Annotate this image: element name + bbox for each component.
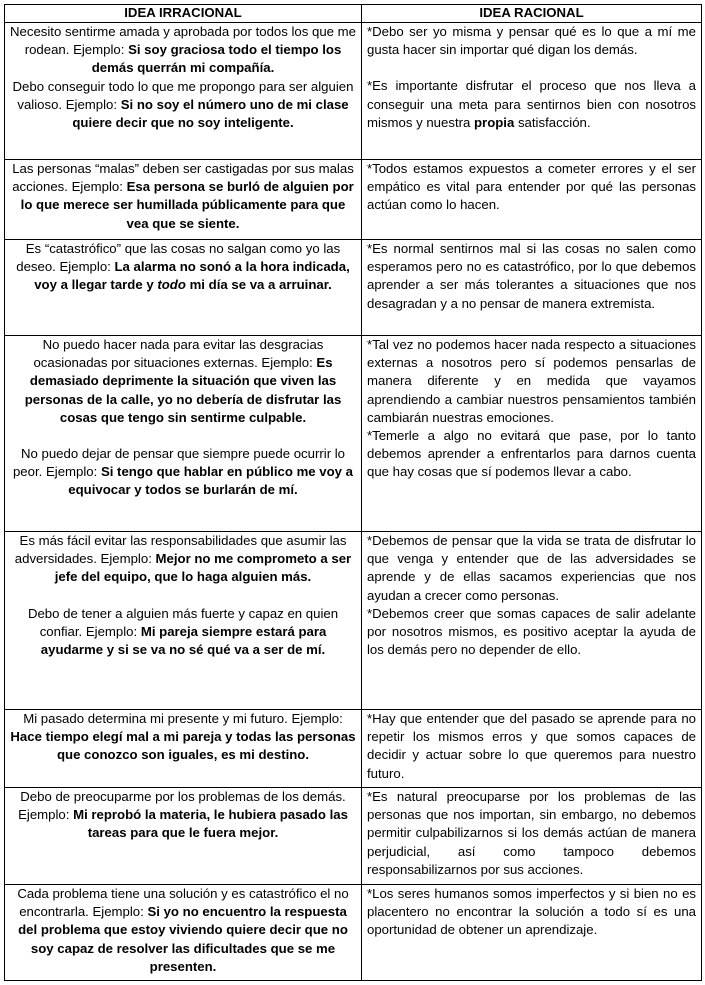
example-text: Si no soy el número uno de mi clase quiere decir que no soy inteligente. [72, 96, 349, 131]
example-text: Mi reprobó la materia, le hubiera pasado las tareas para que le fuera mejor. [73, 807, 348, 841]
irrational-idea: Cada problema tiene una solución y es catastrófico el no encontrarla. Ejemplo: Si yo no encuentro la respuesta del problema que estoy viviendo quiere decir que no soy capaz de resolver las dificultades que se me presenten. [17, 886, 349, 974]
table-row [5, 336, 702, 532]
table-row [5, 160, 702, 240]
rational-cell [362, 23, 702, 160]
example-text: Si yo no encuentro la respuesta del problema que estoy viviendo quiere decir que no soy capaz de resolver las dificultades que se me presenten. [18, 904, 348, 974]
rational-cell [362, 788, 702, 885]
irrational-cell [5, 532, 362, 710]
irrational-cell [5, 336, 362, 532]
irrational-cell [5, 710, 362, 788]
header-racional: IDEA RACIONAL [362, 5, 702, 23]
table-row [5, 23, 702, 160]
irrational-idea: Las personas “malas” deben ser castigadas por sus malas acciones. Ejemplo: Esa persona se burló de alguien por lo que merece ser humillada públicamente para que vea que se siente. [12, 161, 354, 231]
rational-cell [362, 532, 702, 710]
rational-cell [362, 160, 702, 240]
irrational-idea: Es más fácil evitar las responsabilidades que asumir las adversidades. Ejemplo: Mejor no me comprometo a ser jefe del equipo, que lo haga alguien más. [14, 533, 352, 585]
example-text: La alarma no sonó a la hora indicada, voy a llegar tarde y todo mi día se va a arruinar. [34, 259, 350, 293]
example-text: Mejor no me comprometo a ser jefe del equipo, que lo haga alguien más. [54, 551, 352, 585]
irrational-idea: Necesito sentirme amada y aprobada por todos los que me rodean. Ejemplo: Si soy graciosa todo el tiempo los demás querrán mi compañía. [10, 24, 356, 76]
header-irracional: IDEA IRRACIONAL [5, 5, 362, 23]
table-row [5, 710, 702, 788]
irrational-idea: Debo de tener a alguien más fuerte y capaz en quien confiar. Ejemplo: Mi pareja siempre estará para ayudarme y si se va no sé qué va a ser de mí. [27, 605, 339, 658]
header-row [5, 5, 702, 23]
example-text: Esa persona se burló de alguien por lo que merece ser humillada públicamente para que vea que se siente. [20, 179, 354, 231]
table-row [5, 240, 702, 336]
rational-idea: *Hay que entender que del pasado se aprende para no repetir los mismos erros y que somos capaces de decidir y actuar sobre lo que queremos para nuestro futuro. [367, 711, 696, 781]
ideas-table [4, 4, 702, 981]
irrational-idea: Es “catastrófico” que las cosas no salgan como yo las deseo. Ejemplo: La alarma no sonó a la hora indicada, voy a llegar tarde y todo mi día se va a arruinar. [16, 241, 350, 293]
table-row [5, 885, 702, 981]
rational-idea: *Los seres humanos somos imperfectos y si bien no es placentero no encontrar la solución a todo sí es una oportunidad de obtener un aprendizaje. [367, 886, 696, 938]
rational-idea: *Es natural preocuparse por los problemas de las personas que nos importan, sin embargo, no debemos permitir culpabilizarnos si los demás actúan de manera perjudicial, así como tampoco debemos responsabilizarnos por sus acciones. [367, 789, 696, 877]
rational-idea: *Temerle a algo no evitará que pase, por lo tanto debemos aprender a enfrentarlos para darnos cuenta que hay cosas que sí podemos llevar a cabo. [367, 428, 696, 480]
irrational-cell [5, 788, 362, 885]
rational-idea: *Es normal sentirnos mal si las cosas no salen como esperamos pero no es catastrófico, por lo que debemos aprender a ser más tolerantes a situaciones que nos desagradan y a no pensar de manera extremista. [367, 241, 696, 311]
example-text: Mi pareja siempre estará para ayudarme y si se va no sé qué va a ser de mí. [40, 623, 327, 658]
example-text: Hace tiempo elegí mal a mi pareja y todas las personas que conozco son iguales, es mi destino. [10, 729, 356, 763]
rational-cell [362, 240, 702, 336]
irrational-cell [5, 23, 362, 160]
rational-cell [362, 885, 702, 981]
irrational-idea: Mi pasado determina mi presente y mi futuro. Ejemplo: Hace tiempo elegí mal a mi pareja y todas las personas que conozco son iguales, es mi destino. [10, 711, 356, 763]
rational-idea: *Debemos creer que somas capaces de salir adelante por nosotros mismos, es positivo aceptar la ayuda de los demás pero no depender de ello. [367, 605, 696, 658]
example-text: Es demasiado deprimente la situación que viven las personas de la calle, yo no debería de disfrutar las cosas que tengo sin sentirme culpable. [24, 355, 342, 425]
irrational-idea: Debo de preocuparme por los problemas de los demás. Ejemplo: Mi reprobó la materia, le hubiera pasado las tareas para que le fuera mejor. [18, 789, 348, 841]
rational-idea: *Debo ser yo misma y pensar qué es lo que a mí me gusta hacer sin importar qué digan los demás. [367, 24, 696, 58]
example-text: Si tengo que hablar en público me voy a equivocar y todos se burlarán de mí. [68, 464, 354, 498]
irrational-cell [5, 885, 362, 981]
rational-idea: *Es importante disfrutar el proceso que nos lleva a conseguir una meta para sentirnos bien con nosotros mismos y nuestra propia satisfacción. [367, 78, 696, 130]
rational-idea: *Tal vez no podemos hacer nada respecto a situaciones externas a nosotros pero sí podemos pensarlas de manera diferente y en medida que vayamos aprendiendo a cambiar nuestros pensamientos también cambiarán nuestras emociones. [367, 337, 696, 425]
irrational-idea: No puedo hacer nada para evitar las desgracias ocasionadas por situaciones externas. Ejemplo: Es demasiado deprimente la situación que viven las personas de la calle, yo no debería de disfrutar las cosas que tengo sin sentirme culpable. [24, 337, 342, 425]
table-row [5, 532, 702, 710]
example-text: Si soy graciosa todo el tiempo los demás querrán mi compañía. [91, 42, 342, 76]
rational-cell [362, 336, 702, 532]
rational-idea: *Debemos de pensar que la vida se trata de disfrutar lo que venga y entender que de las adversidades se aprende y de ellas sacamos experiencias que nos ayudan a crecer como personas. [367, 533, 696, 603]
rational-cell [362, 710, 702, 788]
rational-idea: *Todos estamos expuestos a cometer errores y el ser empático es vital para entender por qué las personas actúan como lo hacen. [367, 161, 696, 213]
irrational-idea: Debo conseguir todo lo que me propongo para ser alguien valioso. Ejemplo: Si no soy el número uno de mi clase quiere decir que no soy inteligente. [12, 78, 354, 131]
irrational-idea: No puedo dejar de pensar que siempre puede ocurrir lo peor. Ejemplo: Si tengo que hablar en público me voy a equivocar y todos se burlarán de mí. [12, 446, 354, 498]
irrational-cell [5, 240, 362, 336]
irrational-cell [5, 160, 362, 240]
table-row [5, 788, 702, 885]
